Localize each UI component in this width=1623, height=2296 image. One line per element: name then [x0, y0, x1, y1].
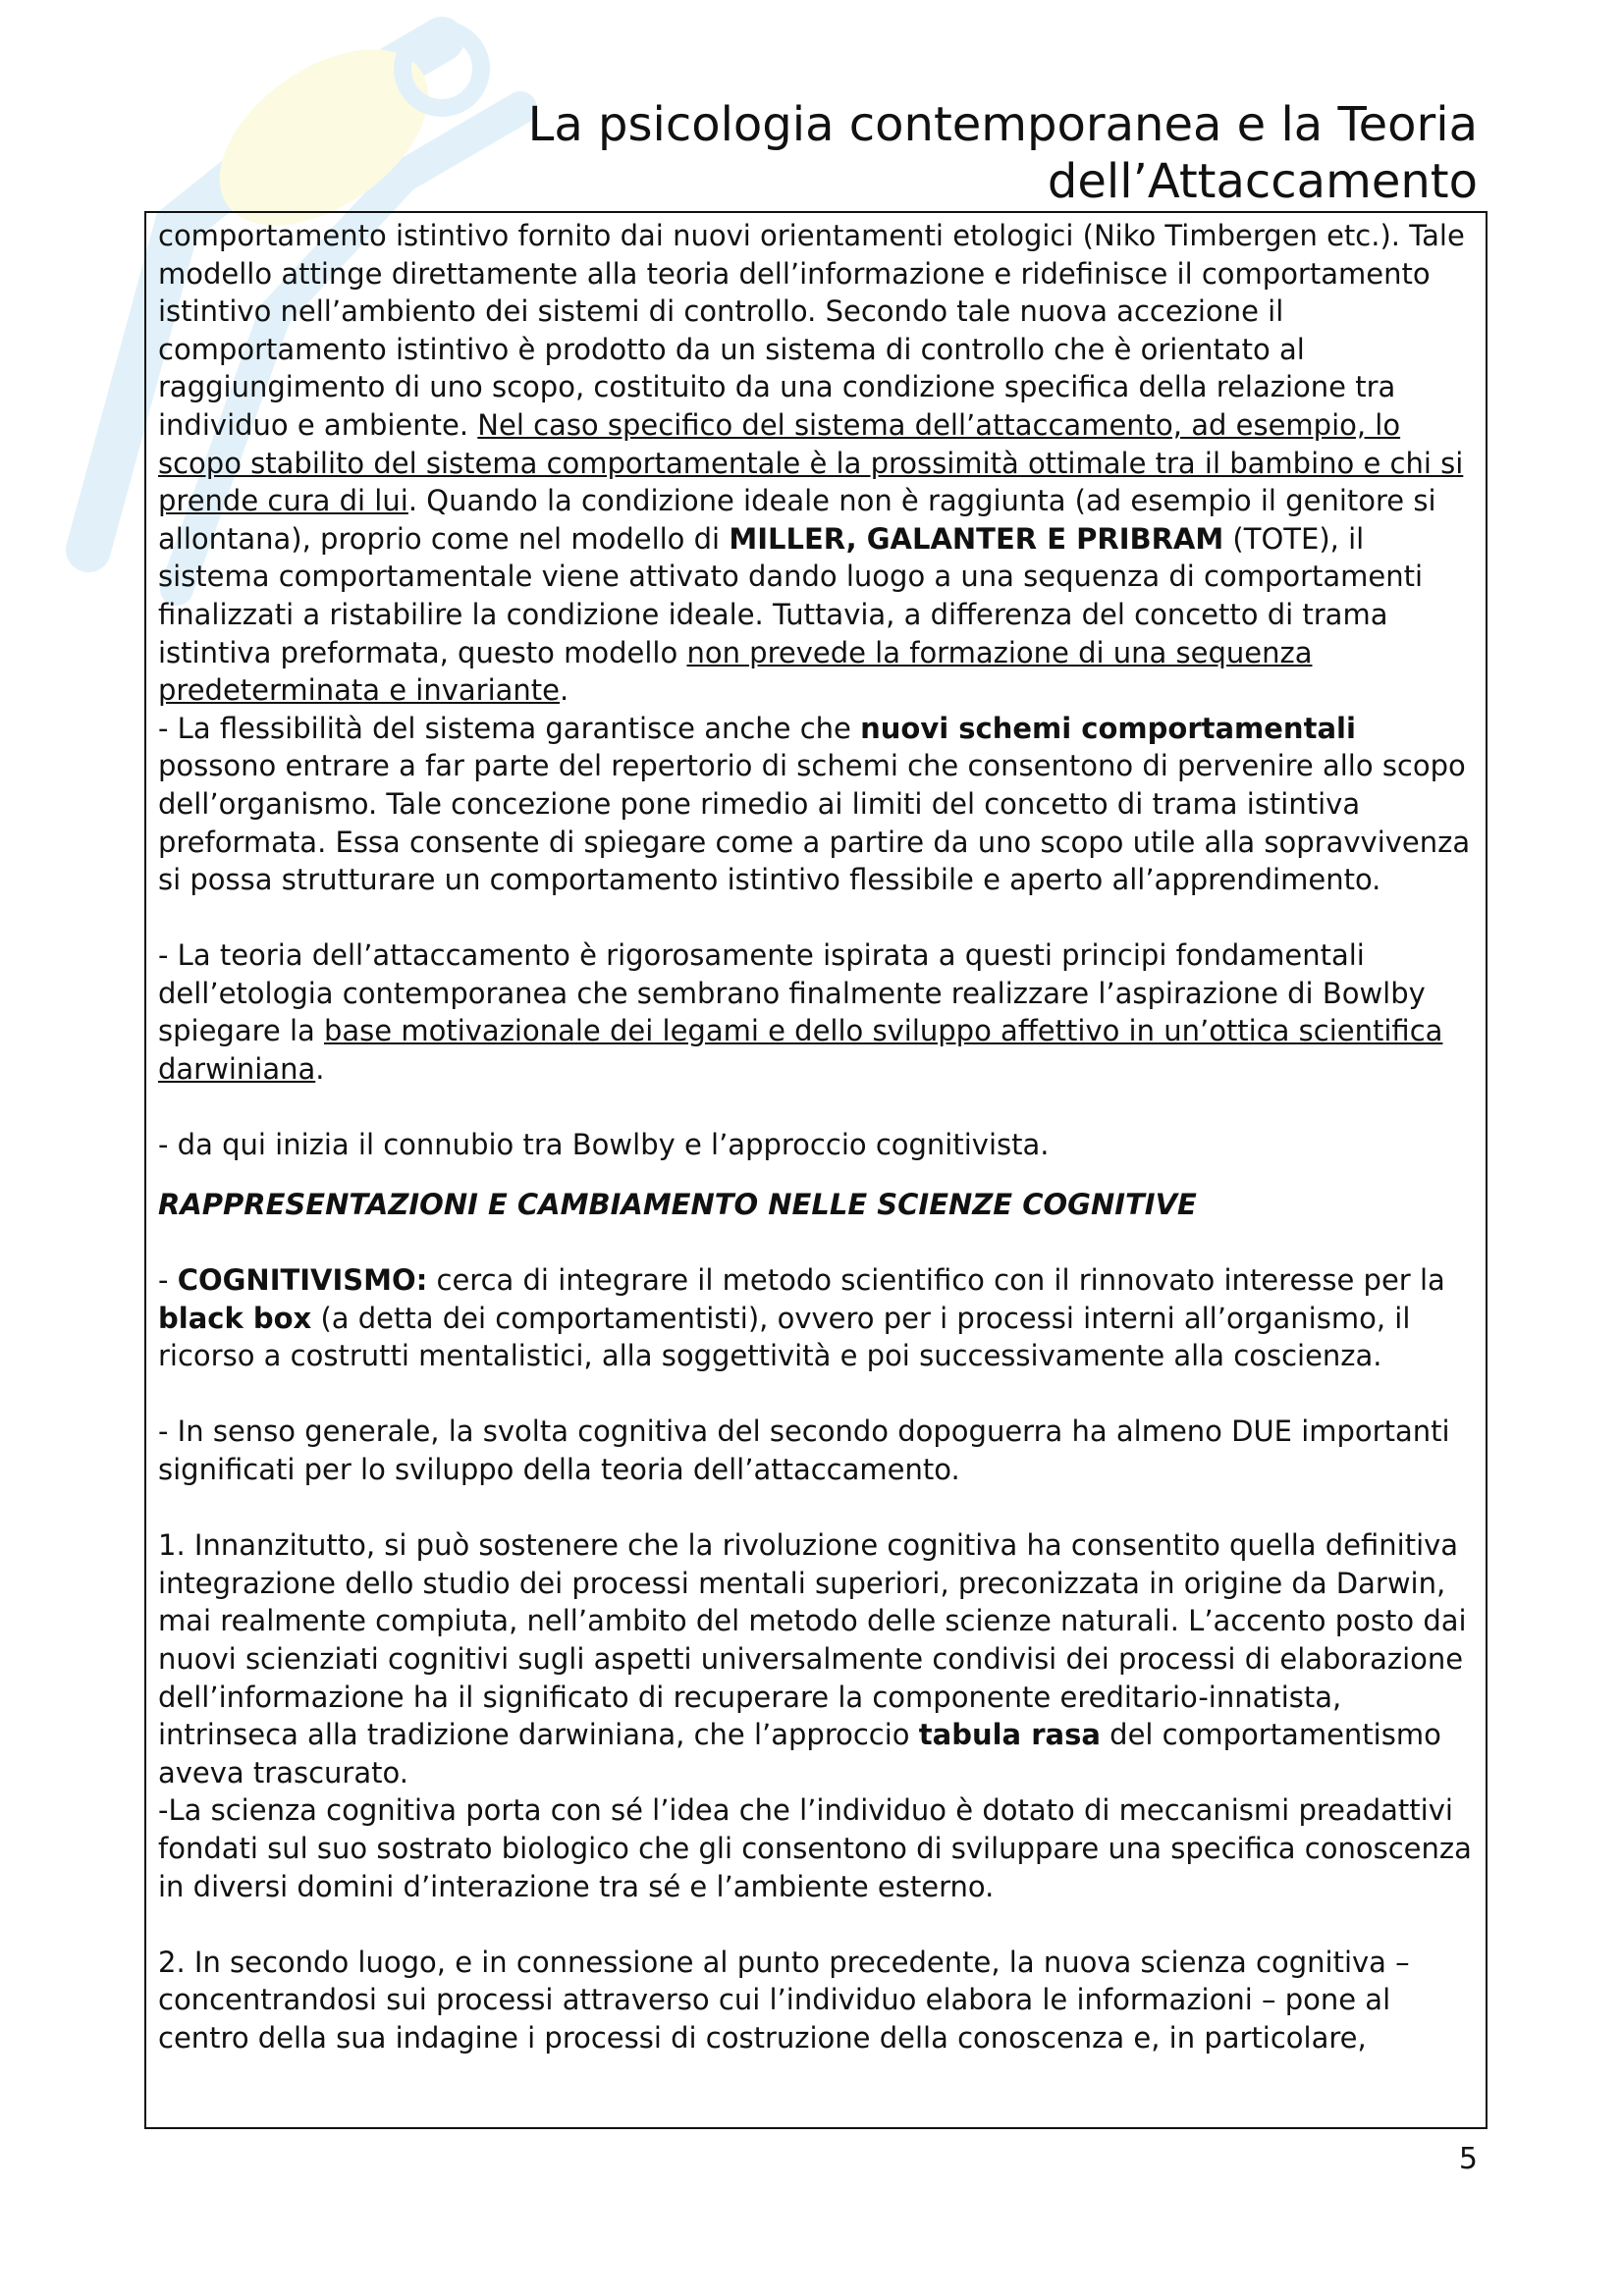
text-run: .	[560, 673, 569, 708]
paragraph-svolta-cognitiva: - In senso generale, la svolta cognitiva del secondo dopoguerra ha almeno DUE importanti significati per lo sviluppo della teoria dell’attaccamento.	[158, 1415, 1450, 1486]
paragraph-point-one	[158, 1526, 1476, 1791]
header-title-line2: dell’Attaccamento	[1047, 154, 1478, 209]
bold-text: tabula rasa	[918, 1718, 1101, 1752]
text-run: comportamento istintivo fornito dai nuovi orientamenti etologici (Niko Timbergen etc.). Tale modello attinge direttamente alla teoria dell’informazione e ridefinisce il comportamento istintivo nell’ambiento dei sistemi di controllo. Secondo tale nuova accezione il comportamento istintivo è prodotto da un sistema di controllo che è orientato al raggiungimento di uno scopo, costituito da una condizione specifica della relazione tra individuo e ambiente.	[158, 219, 1465, 442]
text-run: - La flessibilità del sistema garantisce anche che	[158, 711, 861, 745]
paragraph-tote-model	[158, 217, 1476, 710]
header-title-line1: La psicologia contemporanea e la Teoria	[527, 97, 1478, 152]
bold-text: nuovi schemi comportamentali	[860, 711, 1356, 745]
text-run: cerca di integrare il metodo scientifico con il rinnovato interesse per la	[427, 1263, 1445, 1298]
section-heading: RAPPRESENTAZIONI E CAMBIAMENTO NELLE SCIENZE COGNITIVE	[158, 1187, 1197, 1221]
paragraph-connubio: - da qui inizia il connubio tra Bowlby e l’approccio cognitivista.	[158, 1128, 1050, 1162]
underlined-text: Nel caso specifico del sistema dell’attaccamento, ad esempio, lo scopo stabilito del sistema comportamentale è la prossimità ottimale tra il bambino e chi si prende cura di lui	[158, 407, 1464, 518]
document-body-frame	[144, 211, 1488, 2129]
text-run: -	[158, 1263, 178, 1298]
bold-text: COGNITIVISMO:	[177, 1263, 428, 1298]
paragraph-flexibility	[158, 710, 1476, 899]
text-run: .	[315, 1052, 325, 1087]
text-run: del comportamentismo aveva trascurato.	[158, 1718, 1441, 1789]
text-run: (TOTE), il sistema comportamentale viene attivato dando luogo a una sequenza di comportamenti finalizzati a ristabilire la condizione ideale. Tuttavia, a differenza del concetto di trama istintiva preformata, questo modello	[158, 521, 1424, 669]
text-run: possono entrare a far parte del repertorio di schemi che consentono di pervenire allo scopo dell’organismo. Tale concezione pone rimedio ai limiti del concetto di trama istintiva preformata. Essa consente di spiegare come a partire da uno scopo utile alla sopravvivenza si possa strutturare un comportamento istintivo flessibile e aperto all’apprendimento.	[158, 749, 1471, 897]
underlined-text: base motivazionale dei legami e dello sviluppo affettivo in un’ottica scientifica darwiniana	[158, 1014, 1443, 1087]
paragraph-scienza-cognitiva: -La scienza cognitiva porta con sé l’idea che l’individuo è dotato di meccanismi preadattivi fondati sul suo sostrato biologico che gli consentono di sviluppare una specifica conoscenza in diversi domini d’interazione tra sé e l’ambiente esterno.	[158, 1793, 1472, 1903]
bold-text: MILLER, GALANTER E PRIBRAM	[729, 521, 1224, 556]
paragraph-point-two: 2. In secondo luogo, e in connessione al punto precedente, la nuova scienza cognitiva – concentrandosi sui processi attraverso cui l’individuo elabora le informazioni – pone al centro della sua indagine i processi di costruzione della conoscenza e, in particolare,	[158, 1945, 1410, 2055]
page-number: 5	[1458, 2142, 1478, 2176]
text-run: (a detta dei comportamentisti), ovvero per i processi interni all’organismo, il ricorso a costrutti mentalistici, alla soggettività e poi successivamente alla coscienza.	[158, 1301, 1411, 1373]
page-header-title	[398, 96, 1478, 210]
paragraph-cognitivismo	[158, 1261, 1476, 1375]
text-run: - La teoria dell’attaccamento è rigorosamente ispirata a questi principi fondamentali dell’etologia contemporanea che sembrano finalmente realizzare l’aspirazione di Bowlby spiegare la	[158, 938, 1426, 1048]
text-run: . Quando la condizione ideale non è raggiunta (ad esempio il genitore si allontana), proprio come nel modello di	[158, 484, 1436, 556]
underlined-text: non prevede la formazione di una sequenza predeterminata e invariante	[158, 635, 1313, 708]
text-run: 1. Innanzitutto, si può sostenere che la rivoluzione cognitiva ha consentito quella definitiva integrazione dello studio dei processi mentali superiori, preconizzata in origine da Darwin, mai realmente compiuta, nell’ambito del metodo delle scienze naturali. L’accento posto dai nuovi scienziati cognitivi sugli aspetti universalmente condivisi dei processi di elaborazione dell’informazione ha il significato di recuperare la componente ereditario-innatista, intrinseca alla tradizione darwiniana, che l’approccio	[158, 1528, 1467, 1752]
bold-text: black box	[158, 1301, 312, 1335]
paragraph-attachment-theory	[158, 936, 1476, 1088]
